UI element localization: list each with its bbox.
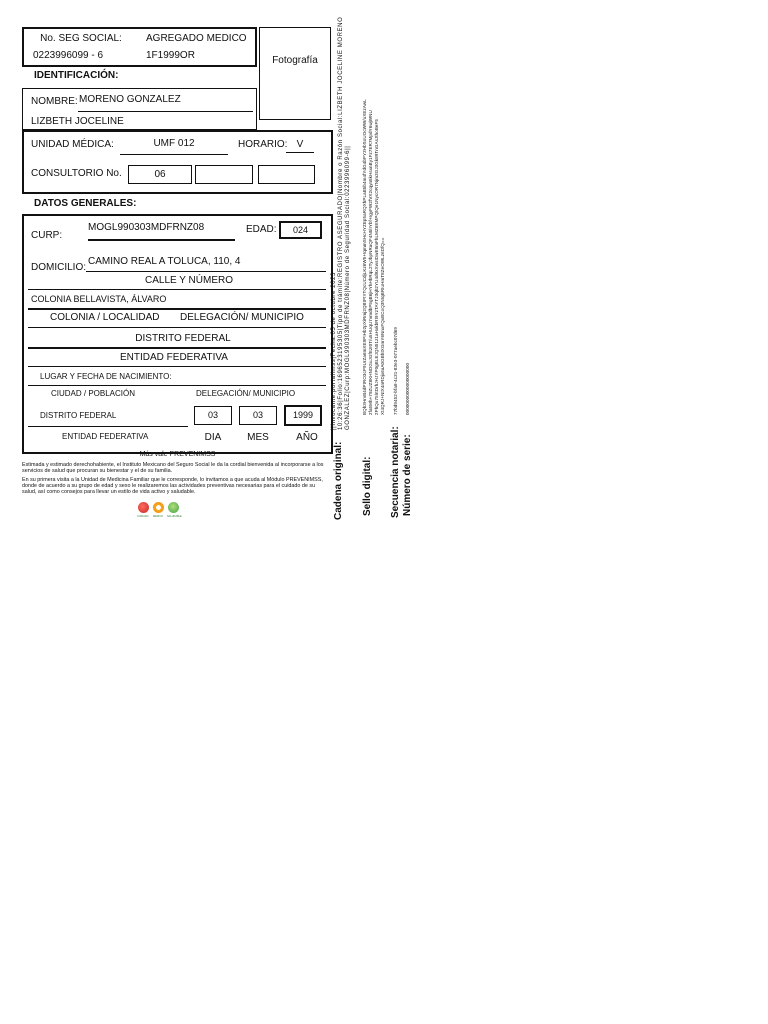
edad-label: EDAD:: [246, 224, 277, 235]
nombre-underline: [78, 111, 253, 112]
prevenimss-logo-orange-icon: [153, 502, 164, 513]
prevenimss-logo-red-icon: [138, 502, 149, 513]
birth-entidad-underline: [28, 426, 188, 427]
colonia-caption: COLONIA / LOCALIDAD: [50, 312, 160, 323]
serie-value: 00000000000000000000: [405, 362, 410, 415]
seg-social-label: No. SEG SOCIAL:: [40, 33, 122, 44]
dia-value: 03: [207, 410, 218, 420]
seg-social-value: 0223996099 - 6: [33, 50, 104, 61]
sello-line-1: BQb3HrvB4dPtRO3cP9UrZa6mXE9PIHb2pXiRmj2QBtPtYTQcUCdjLKz6W5+tqmmSHcHYZEp5aRQXhPLaB5b4m4fYdG4bPY3HbSoUOcWW/uXEzAwL: [362, 99, 367, 415]
prevenimss-title: Más vale PREVENIMSS: [139, 451, 216, 458]
sello-line-2: 2fa5Mh+79ZUZ8KHNDGuJGfEzI0T/u5HUqU7vmdbP5gB6jHYhHbRqL2TyJbpNRaQF4N5lIYbf+rgyFW2fVX2cqyn5kHsxnBy1Fz7ER7MpdY6wjWNU: [368, 110, 373, 415]
horario-value: V: [296, 139, 304, 150]
identificacion-title: IDENTIFICACIÓN:: [34, 70, 119, 81]
curp-underline: [88, 239, 235, 241]
agregado-label: AGREGADO MEDICO: [146, 33, 247, 44]
footer-paragraph-2: En su primera visita a la Unidad de Medicina Familiar que le corresponde, lo invitamos a que acuda al Módulo PREVENIMSS, donde de acuerdo a su grupo de edad y sexo le realizaremos las actividades preventivas necesarias para el cuidado de su salud, así como consejos para llevar un estilo de vida activo y saludable.: [22, 477, 323, 496]
consultorio-value: 06: [154, 169, 166, 180]
mes-value: 03: [252, 410, 263, 420]
horario-label: HORARIO:: [238, 139, 288, 150]
edad-value: 024: [292, 225, 309, 235]
unidad-underline: [120, 154, 228, 155]
colonia-value: COLONIA BELLAVISTA, ÁLVARO: [31, 294, 167, 304]
ciudad-caption: CIUDAD / POBLACIÓN: [51, 389, 136, 398]
mes-caption: MES: [247, 432, 269, 443]
anio-value: 1999: [292, 410, 314, 420]
nombre-label: NOMBRE:: [31, 96, 78, 107]
delegacion-caption-2: DELEGACIÓN/ MUNICIPIO: [196, 389, 296, 398]
dia-caption: DIA: [204, 432, 222, 443]
colonia-underline: [28, 308, 326, 310]
unidad-value: UMF 012: [153, 138, 195, 149]
secuencia-label: Secuencia notarial:: [390, 426, 401, 518]
birth-entidad-caption: ENTIDAD FEDERATIVA: [62, 432, 149, 441]
entidad-caption: ENTIDAD FEDERATIVA: [120, 352, 228, 363]
delegacion-underline: [28, 327, 326, 328]
distrito-underline: [28, 347, 326, 349]
calle-underline: [28, 289, 326, 290]
curp-label: CURP:: [31, 230, 63, 241]
cadena-label: Cadena original:: [333, 441, 344, 520]
nacimiento-label: LUGAR Y FECHA DE NACIMIENTO:: [40, 372, 172, 381]
consultorio-box-2: [195, 165, 253, 184]
curp-value: MOGL990303MDFRNZ08: [88, 222, 205, 233]
nombre-line2: LIZBETH JOCELINE: [31, 116, 124, 127]
birth-entidad-value: DISTRITO FEDERAL: [40, 411, 117, 420]
nombre-line1: MORENO GONZALEZ: [79, 94, 181, 105]
secuencia-value: 77bd9452-bfa8-4c31-83e3-077aebc07d69: [393, 327, 398, 415]
unidad-label: UNIDAD MÉDICA:: [31, 139, 114, 150]
cadena-line-2: 10:26:36|Folio:1696523195305|Tipo de trámite:REGISTRO ASEGURADO|Nombre o Razón Social:LIZBETH JOCELINE MORENO: [338, 16, 344, 430]
nacimiento-underline: [28, 385, 326, 386]
sello-line-3: 2PhQu75lrtDrhJHJYP0gBLEJQN51z1aHxkbRt9YzTAYTJ3qh2YU4d9xXwsIDwE8mFhLMZ6EMPQtQe1NycOR7Njm3GJ3Gk89TnGAsJthoBeF5: [374, 119, 379, 415]
serie-label: Número de serie:: [402, 434, 413, 516]
delegacion-caption: DELEGACIÓN/ MUNICIPIO: [180, 312, 304, 323]
photo-label: Fotografía: [272, 55, 318, 66]
distrito-value: DISTRITO FEDERAL: [135, 333, 231, 344]
consultorio-label: CONSULTORIO No.: [31, 168, 122, 179]
consultorio-box-3: [258, 165, 315, 184]
photo-box: [259, 27, 331, 120]
footer-paragraph-1: Estimada y estimado derechohabiente, el Instituto Mexicano del Seguro Social le da la cordial bienvenida al incorporarse a los servicios de salud que procuran su bienestar y el de su familia.: [22, 462, 324, 475]
anio-caption: AÑO: [296, 432, 318, 443]
logo-caption-3: SALUDABLE: [167, 515, 182, 518]
domicilio-value: CAMINO REAL A TOLUCA, 110, 4: [88, 256, 241, 267]
sello-line-4: Xt4QRJ+NtX4nRDjx6aA0GBhtXGmY6NnxFQxBCoQ3NIqBRIuHmT8ZeOWLz6DfQ==: [380, 237, 385, 415]
cadena-line-3: GONZALEZ|Curp:MOGL990303MDFRNZ08|Número de Seguridad Social:0223996099-6||: [345, 145, 351, 430]
horario-underline: [286, 152, 314, 153]
datos-generales-title: DATOS GENERALES:: [34, 198, 137, 209]
entidad-underline: [28, 366, 326, 367]
logo-caption-1: CUIDADO: [137, 515, 149, 518]
logo-caption-2: MEDICO: [153, 515, 163, 518]
domicilio-label: DOMICILIO:: [31, 262, 87, 273]
cadena-line-1: ||Invocante:portalimss|Fecha:05 de octubre 2023: [331, 272, 337, 430]
domicilio-underline: [86, 271, 326, 272]
sello-label: Sello digital:: [362, 456, 373, 516]
prevenimss-logo-green-icon: [168, 502, 179, 513]
agregado-value: 1F1999OR: [146, 50, 195, 61]
calle-caption: CALLE Y NÚMERO: [145, 275, 233, 286]
